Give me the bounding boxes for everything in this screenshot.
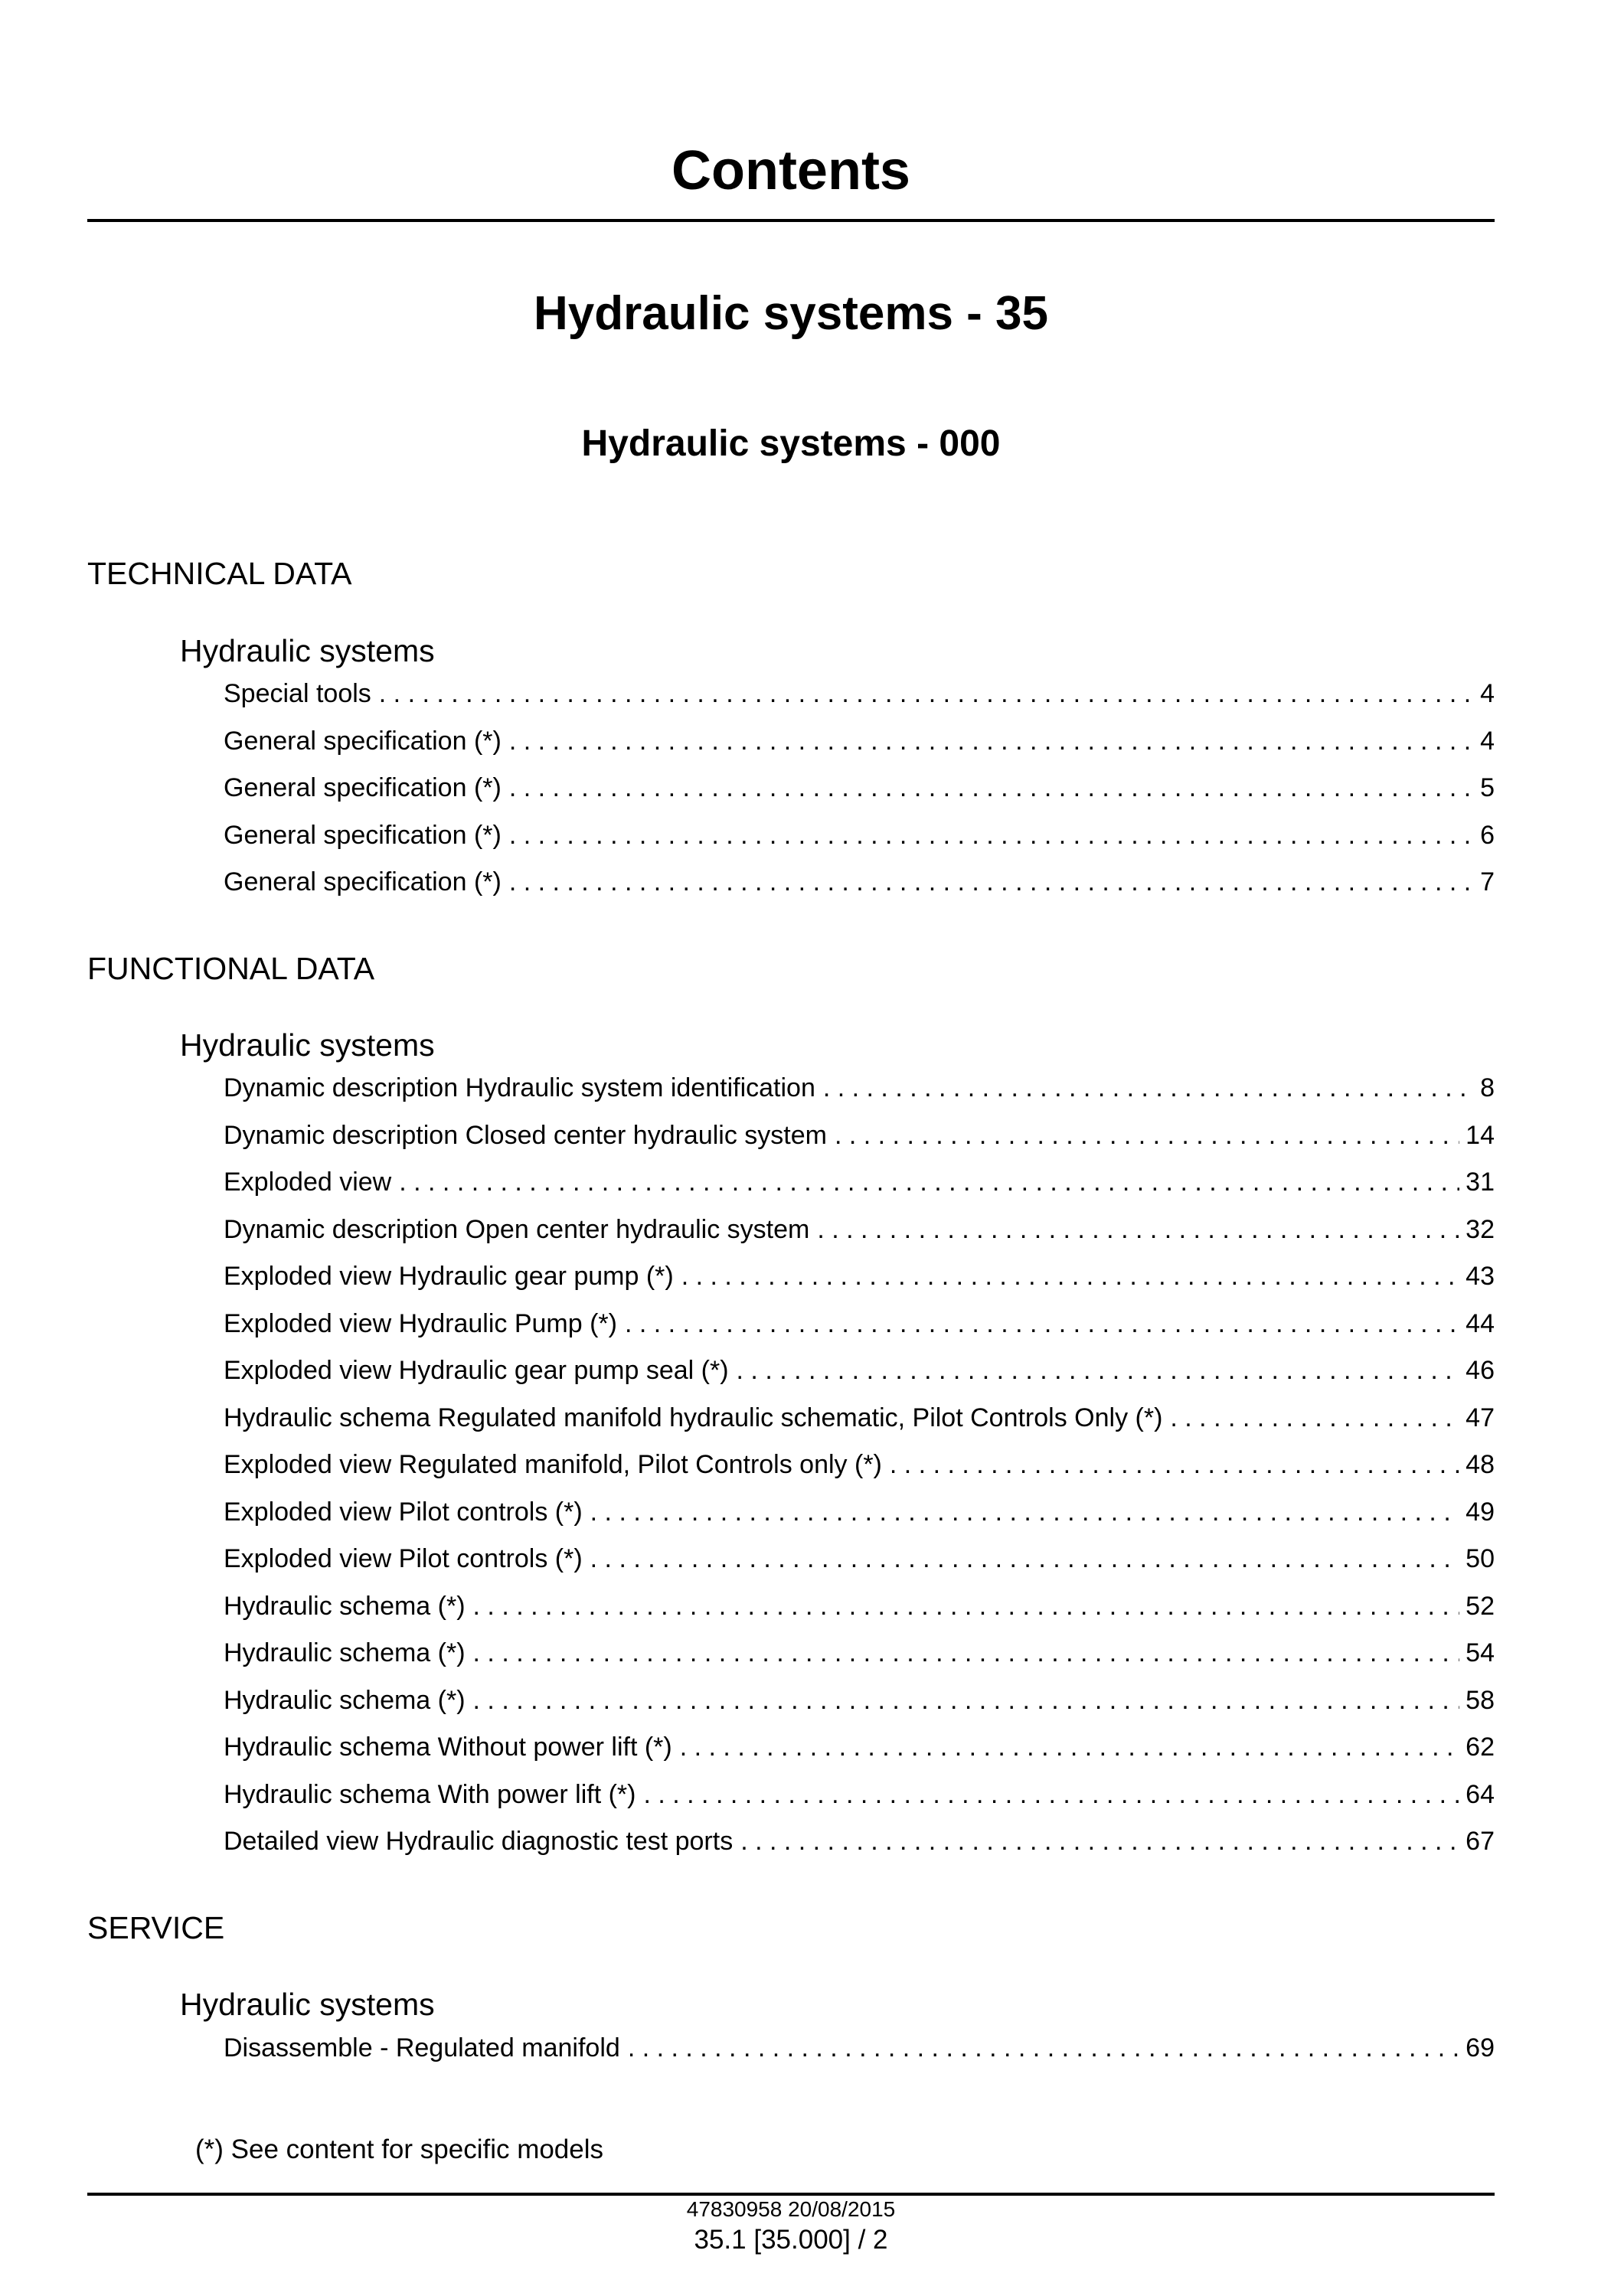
toc-entry[interactable] (224, 1495, 1495, 1529)
toc-entry-label: General specification (*) (224, 821, 502, 850)
toc-entry[interactable] (224, 1542, 1495, 1576)
page-title: Contents (671, 140, 910, 201)
toc-entry[interactable] (224, 677, 1495, 710)
subgroup-heading: Hydraulic systems (180, 1987, 435, 2022)
toc-leader-dots (473, 1636, 1460, 1670)
toc-entry-label: Exploded view Pilot controls (*) (224, 1544, 583, 1573)
group-heading-service: SERVICE (87, 1910, 225, 1945)
toc-entry-label: Exploded view Pilot controls (*) (224, 1497, 583, 1527)
toc-entry[interactable] (224, 771, 1495, 805)
toc-leader-dots (590, 1542, 1460, 1576)
toc-leader-dots (1170, 1401, 1459, 1435)
toc-entry-page: 50 (1466, 1544, 1495, 1573)
toc-leader-dots (509, 724, 1474, 758)
toc-entry-label: Exploded view Hydraulic gear pump seal (*) (224, 1356, 729, 1385)
footer-doc-code: 47830958 20/08/2015 (686, 2197, 896, 2221)
toc-entry-label: Exploded view Hydraulic gear pump (*) (224, 1262, 674, 1291)
toc-entry-label: Hydraulic schema (*) (224, 1592, 466, 1621)
toc-entry-label: Hydraulic schema Without power lift (*) (224, 1733, 672, 1762)
toc-leader-dots (590, 1495, 1460, 1529)
toc-entry-label: Dynamic description Closed center hydraulic system (224, 1121, 827, 1150)
toc-leader-dots (379, 677, 1474, 710)
toc-entry-page: 4 (1480, 679, 1495, 708)
toc-leader-dots (681, 1259, 1459, 1293)
toc-entry[interactable] (224, 1778, 1495, 1811)
toc-entry-label: Hydraulic schema (*) (224, 1638, 466, 1667)
toc-entry-label: Exploded view (224, 1168, 392, 1197)
section-heading: Hydraulic systems - 000 (581, 423, 1001, 464)
toc-entry[interactable] (224, 1307, 1495, 1341)
toc-entry[interactable] (224, 1636, 1495, 1670)
toc-entry-page: 32 (1466, 1215, 1495, 1244)
toc-entry-label: Disassemble - Regulated manifold (224, 2033, 620, 2062)
toc-entry-page: 6 (1480, 821, 1495, 850)
toc-entry-page: 58 (1466, 1686, 1495, 1715)
toc-leader-dots (737, 1354, 1460, 1387)
toc-entry-label: Exploded view Hydraulic Pump (*) (224, 1309, 617, 1338)
toc-leader-dots (509, 818, 1474, 852)
toc-entry-page: 14 (1466, 1121, 1495, 1150)
toc-entry[interactable] (224, 1213, 1495, 1246)
toc-entry-label: Hydraulic schema (*) (224, 1686, 466, 1715)
toc-leader-dots (473, 1589, 1460, 1623)
toc-entry[interactable] (224, 724, 1495, 758)
toc-entry-page: 69 (1466, 2033, 1495, 2062)
toc-entry-label: Dynamic description Hydraulic system identification (224, 1073, 815, 1102)
chapter-heading: Hydraulic systems - 35 (533, 287, 1048, 340)
toc-entry-label: General specification (*) (224, 727, 502, 756)
title-rule (87, 219, 1495, 222)
toc-leader-dots (625, 1307, 1459, 1341)
subgroup-heading: Hydraulic systems (180, 1027, 435, 1063)
toc-entry-label: Detailed view Hydraulic diagnostic test ports (224, 1827, 734, 1856)
toc-entry-page: 49 (1466, 1497, 1495, 1527)
toc-entry[interactable] (224, 865, 1495, 899)
toc-entry-label: Hydraulic schema Regulated manifold hydraulic schematic, Pilot Controls Only (*) (224, 1403, 1163, 1432)
toc-entry[interactable] (224, 1259, 1495, 1293)
toc-leader-dots (817, 1213, 1459, 1246)
toc-entry-page: 54 (1466, 1638, 1495, 1667)
toc-leader-dots (509, 865, 1474, 899)
toc-leader-dots (643, 1778, 1459, 1811)
toc-entry-page: 64 (1466, 1780, 1495, 1809)
toc-entry-page: 48 (1466, 1450, 1495, 1479)
toc-entry-page: 52 (1466, 1592, 1495, 1621)
toc-entry[interactable] (224, 1730, 1495, 1764)
toc-leader-dots (509, 771, 1474, 805)
toc-entry-page: 5 (1480, 773, 1495, 802)
footer-page-number: 35.1 [35.000] / 2 (694, 2225, 888, 2255)
toc-entry[interactable] (224, 1824, 1495, 1858)
toc-entry[interactable] (224, 2031, 1495, 2065)
toc-entry[interactable] (224, 818, 1495, 852)
group-heading-technical-data: TECHNICAL DATA (87, 556, 352, 591)
toc-entry[interactable] (224, 1119, 1495, 1152)
toc-entry-page: 44 (1466, 1309, 1495, 1338)
toc-leader-dots (823, 1071, 1474, 1105)
toc-entry-label: Dynamic description Open center hydraulic system (224, 1215, 810, 1244)
toc-entry-page: 62 (1466, 1733, 1495, 1762)
toc-entry[interactable] (224, 1354, 1495, 1387)
toc-entry[interactable] (224, 1589, 1495, 1623)
toc-entry-page: 47 (1466, 1403, 1495, 1432)
toc-entry-page: 67 (1466, 1827, 1495, 1856)
toc-entry[interactable] (224, 1071, 1495, 1105)
toc-leader-dots (399, 1165, 1459, 1199)
toc-entry[interactable] (224, 1401, 1495, 1435)
toc-entry-label: General specification (*) (224, 773, 502, 802)
group-heading-functional-data: FUNCTIONAL DATA (87, 951, 375, 986)
toc-leader-dots (890, 1448, 1459, 1481)
toc-entry[interactable] (224, 1448, 1495, 1481)
toc-leader-dots (835, 1119, 1459, 1152)
toc-entry-page: 7 (1480, 867, 1495, 897)
toc-entry-page: 43 (1466, 1262, 1495, 1291)
toc-entry[interactable] (224, 1165, 1495, 1199)
toc-entry[interactable] (224, 1684, 1495, 1717)
subgroup-heading: Hydraulic systems (180, 633, 435, 668)
toc-leader-dots (628, 2031, 1459, 2065)
toc-leader-dots (740, 1824, 1459, 1858)
toc-leader-dots (473, 1684, 1460, 1717)
toc-entry-page: 46 (1466, 1356, 1495, 1385)
footnote: (*) See content for specific models (195, 2134, 604, 2164)
toc-entry-label: General specification (*) (224, 867, 502, 897)
toc-leader-dots (680, 1730, 1459, 1764)
toc-entry-page: 8 (1480, 1073, 1495, 1102)
toc-entry-label: Exploded view Regulated manifold, Pilot Controls only (*) (224, 1450, 882, 1479)
toc-entry-label: Special tools (224, 679, 371, 708)
toc-entry-page: 4 (1480, 727, 1495, 756)
toc-entry-label: Hydraulic schema With power lift (*) (224, 1780, 636, 1809)
toc-entry-page: 31 (1466, 1168, 1495, 1197)
